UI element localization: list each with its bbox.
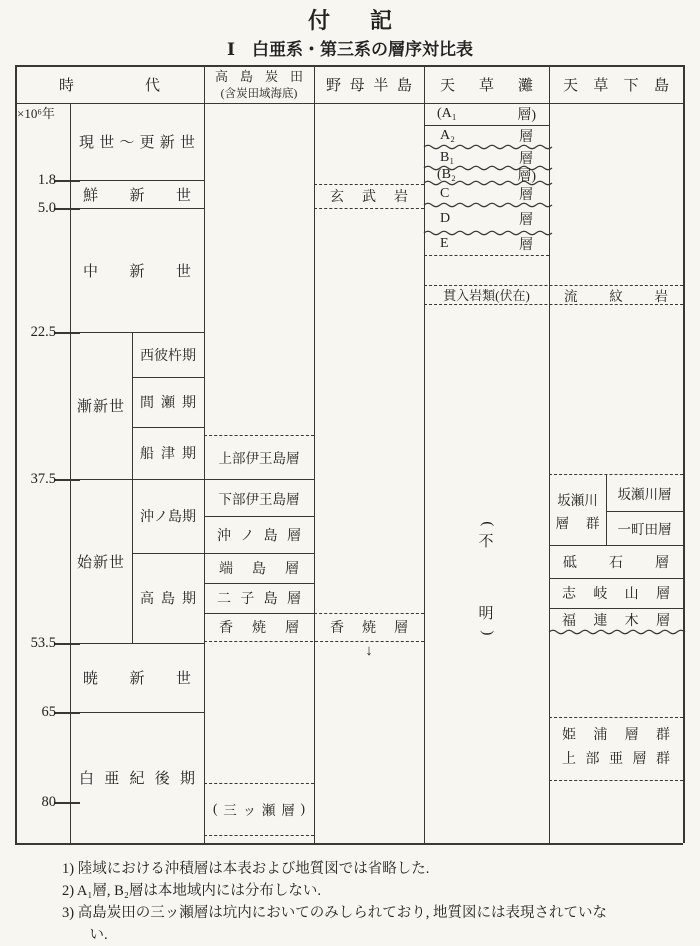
age-label-80: 80 [41, 793, 56, 810]
age-label-37-5: 37.5 [30, 470, 56, 487]
nada-intrusive-rocks: 貫入岩類(伏在) [443, 288, 530, 303]
sakasegawa-group-line2: 層 群 [555, 515, 600, 531]
nada-layer-b2-name: (B₂ [437, 166, 456, 182]
footnotes [62, 858, 612, 946]
age-label-5-0: 5.0 [37, 199, 56, 216]
era-pliocene: 鮮 新 世 [83, 187, 191, 204]
dashed-line [204, 835, 314, 836]
dashed-line [424, 255, 549, 256]
page-title: 付 記 [308, 7, 392, 33]
takashima-futagojima: 二 子 島 層 [217, 592, 301, 607]
dashed-line [549, 717, 683, 718]
shimojima-sakasegawa-group [549, 474, 606, 545]
era-miocene: 中 新 世 [83, 263, 191, 280]
table-right-border [683, 65, 685, 843]
nada-layer-a1-suffix: 層) [517, 108, 536, 123]
nada-layer-a1 [424, 103, 549, 125]
table-bottom-border [15, 843, 683, 845]
shimojima-fukurenoki-fm: 福 連 木 層 [562, 614, 670, 629]
nada-layer-a2-name: A₂ [440, 128, 455, 143]
dashed-line [424, 304, 683, 305]
age-label-65: 65 [41, 703, 56, 720]
takashima-hashima: 端 島 層 [219, 562, 299, 577]
takashima-lower-iojima: 下部伊王島層 [218, 491, 300, 507]
footnote-2: 2) A₁層, B₂層は本地域内には分布しない. [62, 883, 322, 899]
col-divider-takashima-nomo [314, 65, 315, 843]
nada-layer-c [424, 183, 549, 205]
header-takashima-line1: 高 島 炭 田 [215, 69, 303, 84]
takashima-upper-iojima: 上部伊王島層 [218, 451, 300, 466]
nada-layer-b2 [424, 166, 549, 183]
shimojima-toishi-fm: 砥 石 層 [563, 555, 669, 571]
era-recent: 現 世 ～ 更 新 世 [79, 135, 195, 151]
nada-layer-e [424, 232, 549, 255]
era-nishisonogi: 西彼杵期 [140, 348, 196, 364]
nada-layer-e-suffix: 層 [519, 237, 533, 253]
footnote-3: 3) 高島炭田の三ッ瀬層は坑内においてのみしられており, 地質図には表現されていない. [62, 905, 607, 943]
age-label-1-8: 1.8 [37, 171, 56, 188]
dashed-line [314, 208, 424, 209]
era-paleocene: 暁 新 世 [83, 671, 191, 687]
era-oligocene: 漸新世 [76, 399, 125, 415]
nada-unknown: ( 不 明 ) [478, 521, 495, 636]
header-shimojima: 天 草 下 島 [563, 77, 669, 94]
nada-layer-d-name: D [440, 210, 451, 226]
sakasegawa-group-line1: 坂瀬川 [557, 492, 598, 508]
page-subtitle: Ⅰ 白亜系・第三系の層序対比表 [227, 40, 473, 59]
nada-layer-a1-name: (A₁ [437, 106, 457, 121]
takashima-okinoshima: 沖 ノ 島 層 [217, 528, 301, 544]
header-takashima [204, 65, 314, 103]
nada-layer-d [424, 205, 549, 232]
header-nomo: 野 母 半 島 [326, 77, 412, 94]
takashima-koyagi: 香 焼 層 [219, 621, 299, 636]
header-takashima-line2: (含炭田域海底) [220, 87, 298, 100]
nada-layer-e-name: E [440, 235, 449, 251]
shimojima-ichimachida-fm: 一町田層 [617, 522, 672, 537]
era-takashima-ki: 高 島 期 [140, 592, 196, 607]
nada-layer-d-suffix: 層 [519, 212, 533, 228]
shimojima-sakasegawa-fm: 坂瀬川層 [617, 486, 672, 502]
header-era: 時 代 [59, 77, 160, 94]
dashed-line [549, 780, 683, 781]
era-cretaceous: 白 亜 紀 後 期 [79, 771, 195, 787]
nada-layer-a2-suffix: 層 [519, 130, 533, 145]
era-mase: 間 瀬 期 [140, 396, 196, 411]
nomo-basalt: 玄 武 岩 [330, 190, 408, 205]
nada-layer-a2 [424, 125, 549, 147]
nada-layer-b1-name: B₁ [440, 149, 455, 165]
era-funatsu: 船 津 期 [140, 447, 196, 462]
nomo-koyagi: 香 焼 層 [330, 621, 408, 636]
nomo-continues-arrow: ↓ [365, 642, 373, 659]
shimojima-rhyolite: 流 紋 岩 [564, 288, 668, 304]
shimojima-himenoura-group: 姫 浦 層 群 [562, 728, 670, 743]
header-nada: 天 草 灘 [440, 77, 533, 94]
nada-layer-c-name: C [440, 186, 450, 201]
nada-layer-b1-suffix: 層 [519, 151, 533, 167]
shimojima-himenoura-subgroup: 上 部 亜 層 群 [562, 752, 670, 767]
era-eocene: 始新世 [76, 554, 125, 571]
age-label-22-5: 22.5 [30, 323, 56, 340]
takashima-mitsuse: ( 三 ッ 瀬 層 ) [213, 801, 305, 818]
nada-layer-c-suffix: 層 [519, 188, 533, 203]
nada-layer-b2-suffix: 層) [517, 168, 536, 184]
axis-unit-label: ×10⁶年 [17, 106, 55, 121]
era-okinoshima-ki: 沖ノ島期 [140, 510, 196, 525]
footnote-1: 1) 陸域における沖積層は本表および地質図では省略した. [62, 861, 430, 877]
shimojima-shikiyama-fm: 志 岐 山 層 [562, 587, 670, 602]
age-label-53-5: 53.5 [30, 634, 56, 651]
